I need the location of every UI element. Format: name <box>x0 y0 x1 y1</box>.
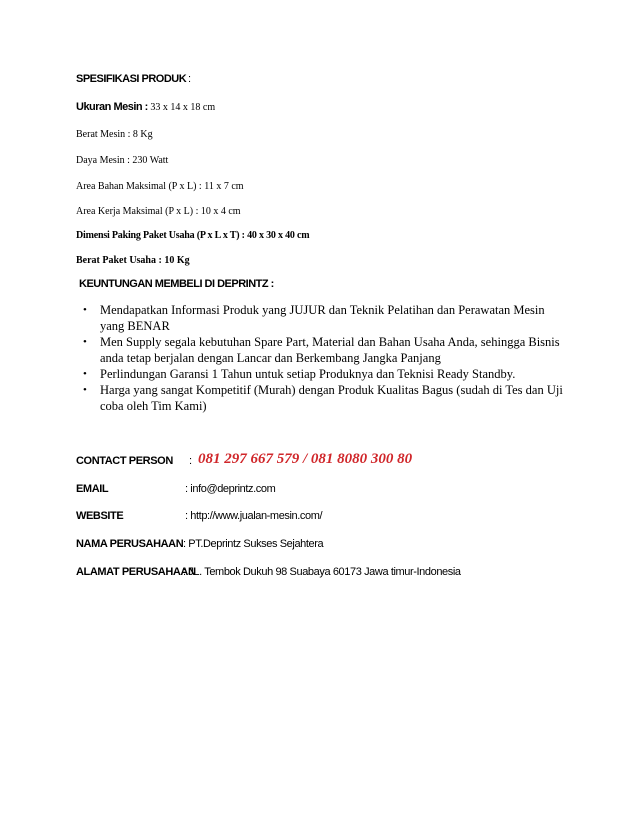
bullet-icon: • <box>83 368 87 380</box>
benefit-text: Harga yang sangat Kompetitif (Murah) dengan Produk Kualitas Bagus (sudah di Tes dan Uji coba oleh Tim Kami) <box>100 383 563 413</box>
spec-area-bahan: Area Bahan Maksimal (P x L) : 11 x 7 cm <box>76 181 244 192</box>
email-label: EMAIL <box>76 483 109 495</box>
spec-ukuran-value: 33 x 14 x 18 cm <box>150 102 216 113</box>
benefit-item <box>80 366 570 382</box>
bullet-icon: • <box>83 336 87 348</box>
benefits-list <box>80 302 570 414</box>
spec-berat-paket: Berat Paket Usaha : 10 Kg <box>76 255 190 266</box>
spec-heading-text: SPESIFIKASI PRODUK <box>76 73 187 85</box>
website-value[interactable]: : http://www.jualan-mesin.com/ <box>185 510 323 522</box>
address-value: : JL. Tembok Dukuh 98 Suabaya 60173 Jawa timur-Indonesia <box>183 566 461 578</box>
address-label: ALAMAT PERUSAHAAN <box>76 566 196 578</box>
benefit-item <box>80 302 570 334</box>
benefit-text: Men Supply segala kebutuhan Spare Part, Material dan Bahan Usaha Anda, sehingga Bisnis anda tetap berjalan dengan Lancar dan Berkembang Jangka Panjang <box>100 335 560 365</box>
benefit-item <box>80 334 570 366</box>
spec-ukuran-mesin <box>76 101 215 113</box>
contact-person-label: CONTACT PERSON <box>76 455 173 467</box>
company-label: NAMA PERUSAHAAN <box>76 538 184 550</box>
spec-heading-colon: : <box>188 73 191 85</box>
email-value[interactable]: : info@deprintz.com <box>185 483 276 495</box>
spec-heading <box>76 73 191 85</box>
bullet-icon: • <box>83 384 87 396</box>
bullet-icon: • <box>83 304 87 316</box>
spec-ukuran-label: Ukuran Mesin : <box>76 101 151 113</box>
benefits-heading: KEUNTUNGAN MEMBELI DI DEPRINTZ : <box>79 278 274 290</box>
contact-person-row <box>76 451 413 467</box>
benefit-text: Mendapatkan Informasi Produk yang JUJUR dan Teknik Pelatihan dan Perawatan Mesin yang BENAR <box>100 303 545 333</box>
website-label: WEBSITE <box>76 510 124 522</box>
contact-person-phone[interactable]: 081 297 667 579 / 081 8080 300 80 <box>198 451 413 467</box>
spec-area-kerja: Area Kerja Maksimal (P x L) : 10 x 4 cm <box>76 206 241 217</box>
company-value: : PT.Deprintz Sukses Sejahtera <box>183 538 324 550</box>
spec-dimensi-paking: Dimensi Paking Paket Usaha (P x L x T) : 40 x 30 x 40 cm <box>76 230 310 241</box>
company-row <box>76 538 324 550</box>
spec-berat-mesin: Berat Mesin : 8 Kg <box>76 129 153 140</box>
contact-person-colon: : <box>189 455 192 467</box>
benefit-item <box>80 382 570 414</box>
website-row <box>76 510 323 522</box>
address-row <box>76 566 461 578</box>
email-row <box>76 483 276 495</box>
spec-daya-mesin: Daya Mesin : 230 Watt <box>76 155 169 166</box>
benefit-text: Perlindungan Garansi 1 Tahun untuk setiap Produknya dan Teknisi Ready Standby. <box>100 367 516 381</box>
